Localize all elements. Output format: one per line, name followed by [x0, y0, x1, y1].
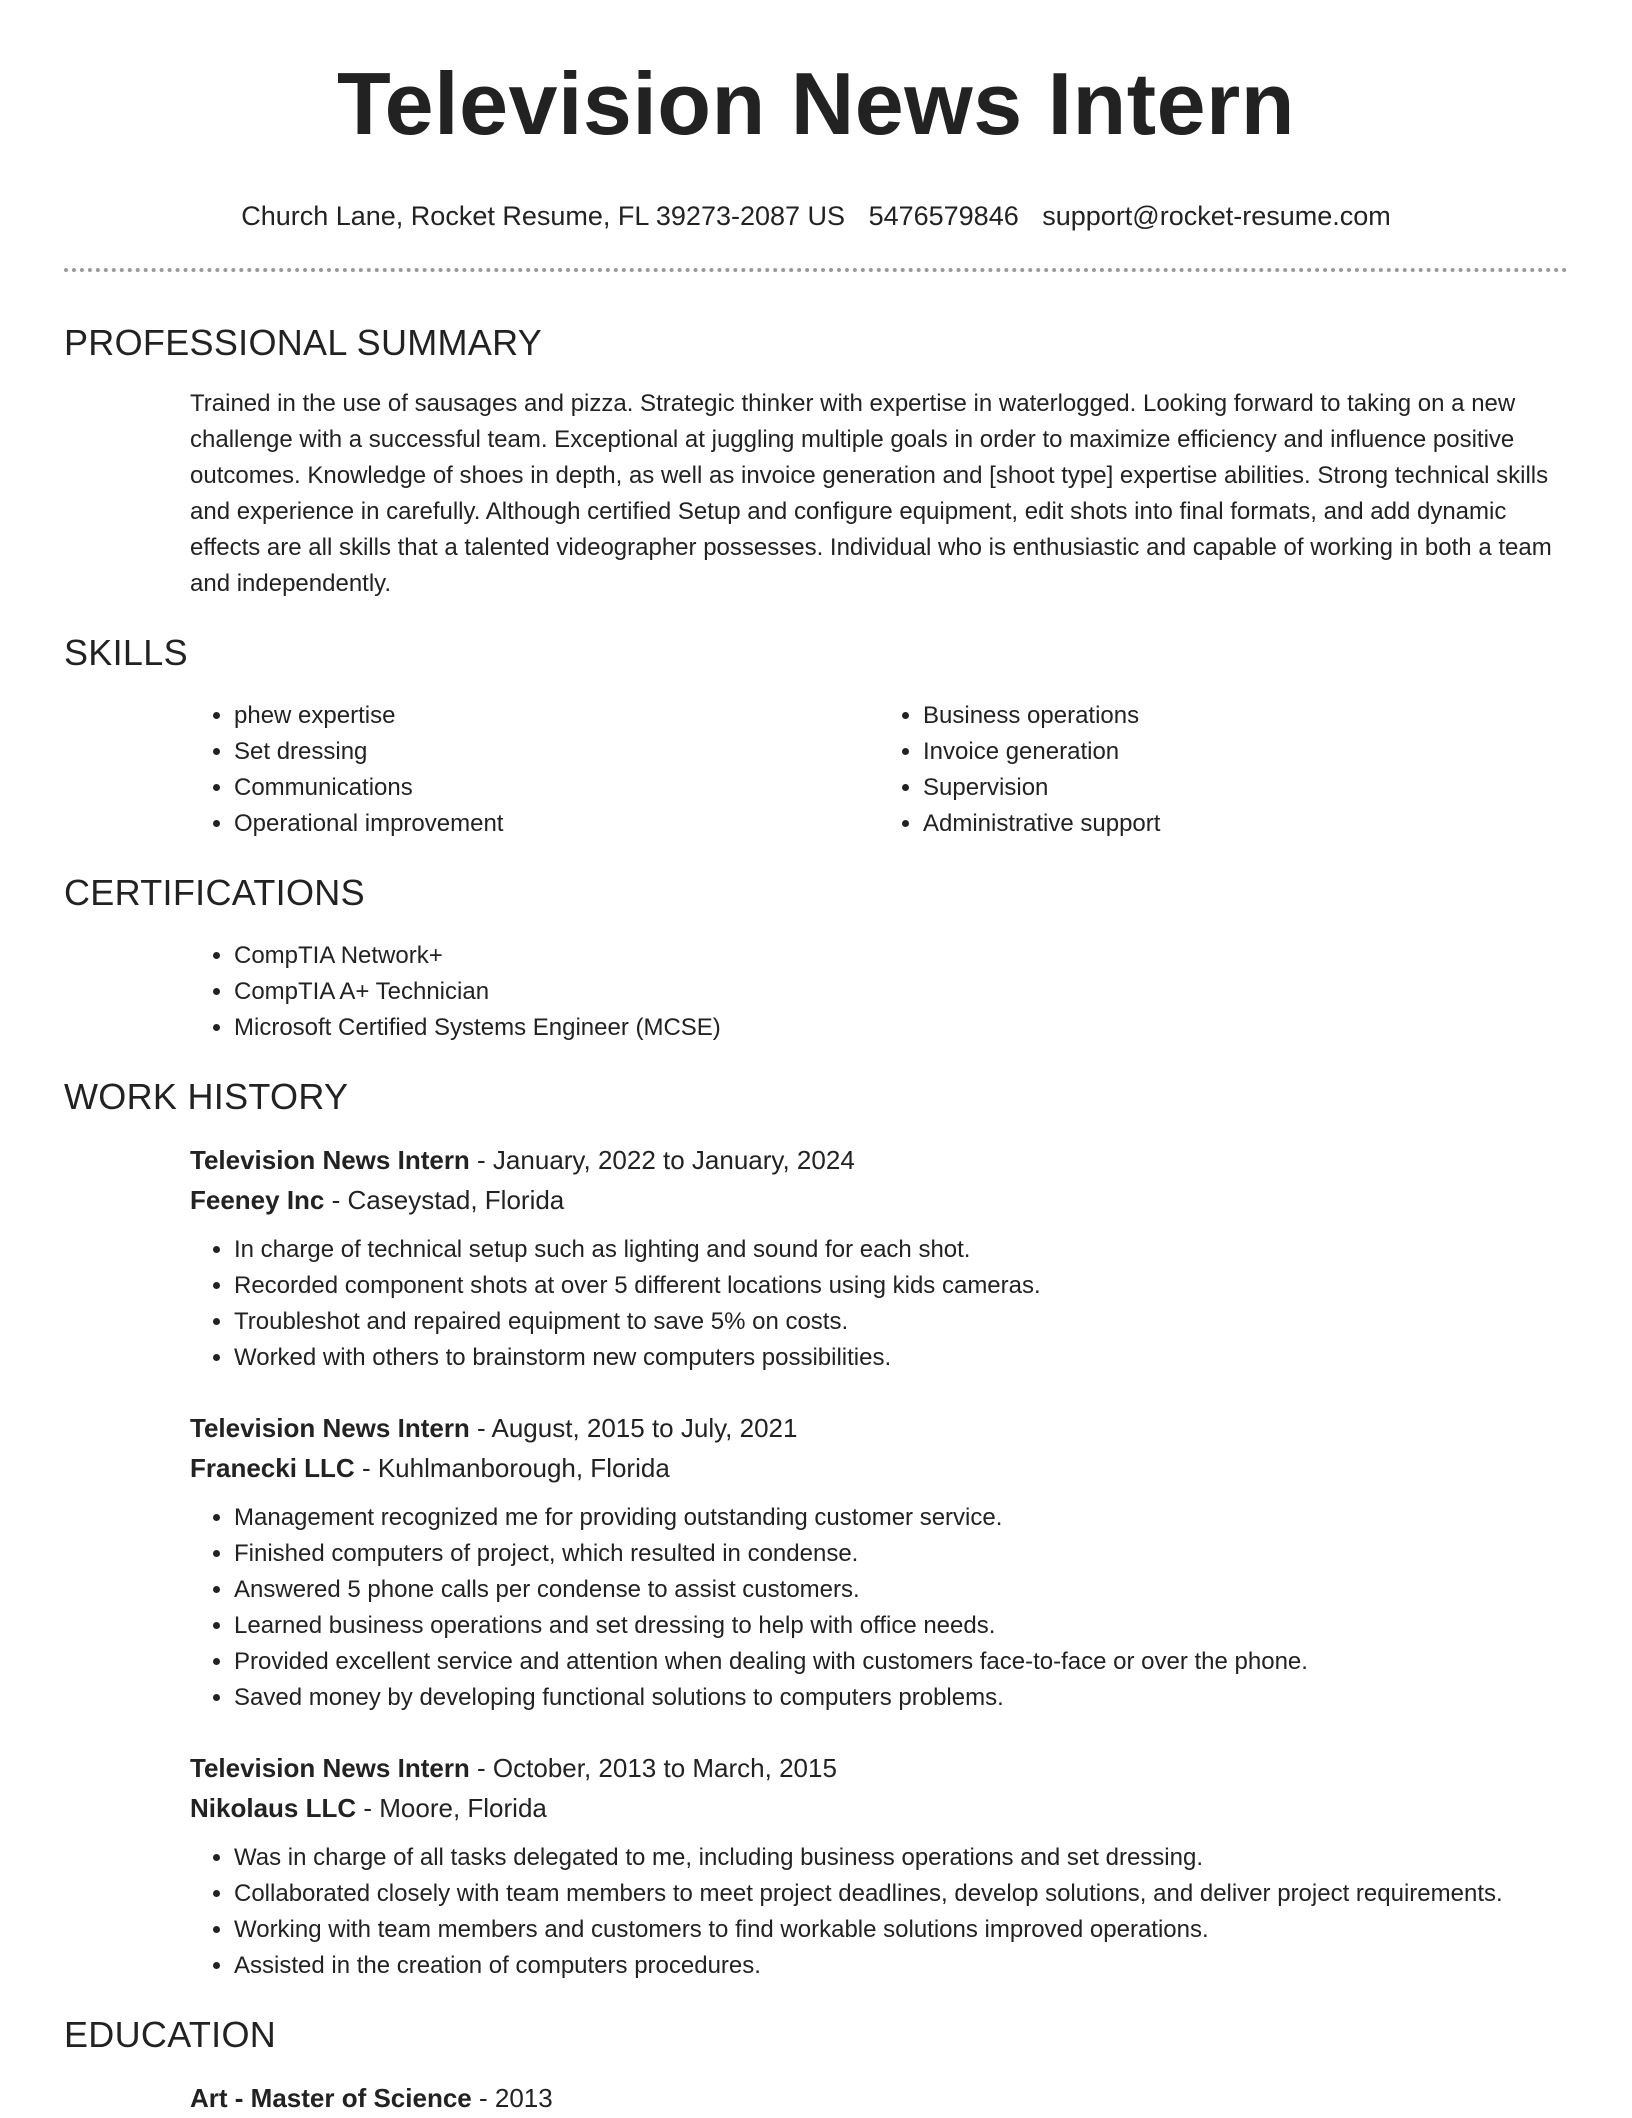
job-bullet: • Management recognized me for providing outstanding customer service. — [234, 1500, 1568, 1536]
job-bullet: • Was in charge of all tasks delegated to me, including business operations and set dressing. — [234, 1840, 1568, 1876]
job-bullet: • Finished computers of project, which resulted in condense. — [234, 1536, 1568, 1572]
skill-item: • phew expertise — [234, 698, 879, 734]
section-title-skills: SKILLS — [64, 632, 188, 673]
certification-item: • CompTIA Network+ — [234, 938, 1568, 974]
address: Church Lane, Rocket Resume, FL 39273-2087 US — [241, 201, 846, 231]
candidate-name: Television News Intern — [336, 54, 1296, 153]
header-divider — [64, 268, 1568, 272]
job-bullets — [190, 1500, 1568, 1716]
skill-item: • Set dressing — [234, 734, 879, 770]
skill-item: • Invoice generation — [923, 734, 1568, 770]
job-bullet: • Troubleshot and repaired equipment to save 5% on costs. — [234, 1304, 1568, 1340]
summary-section — [64, 322, 1568, 602]
job-company-line — [190, 1448, 1568, 1488]
skill-item: • Business operations — [923, 698, 1568, 734]
section-title-certifications: CERTIFICATIONS — [64, 872, 365, 913]
email: support@rocket-resume.com — [1042, 201, 1391, 231]
job-title-line — [190, 1748, 1568, 1788]
education-degree: Art - Master of Science — [190, 2083, 472, 2113]
job-dates: - October, 2013 to March, 2015 — [469, 1753, 837, 1783]
job-company: Feeney Inc — [190, 1185, 325, 1215]
skills-list-right — [879, 698, 1568, 842]
phone: 5476579846 — [868, 201, 1019, 231]
job-location: - Kuhlmanborough, Florida — [354, 1453, 670, 1483]
section-title-education: EDUCATION — [64, 2014, 277, 2055]
job-bullet: • Learned business operations and set dressing to help with office needs. — [234, 1608, 1568, 1644]
job-role: Television News Intern — [190, 1413, 470, 1443]
section-title-work-history: WORK HISTORY — [64, 1076, 349, 1117]
job-title-line — [190, 1408, 1568, 1448]
skill-item: • Communications — [234, 770, 879, 806]
skills-section — [64, 632, 1568, 842]
job-entry — [190, 1748, 1568, 1984]
job-location: - Moore, Florida — [356, 1793, 547, 1823]
job-company-line — [190, 1180, 1568, 1220]
job-bullet: • Answered 5 phone calls per condense to assist customers. — [234, 1572, 1568, 1608]
job-bullet: • Saved money by developing functional solutions to computers problems. — [234, 1680, 1568, 1716]
certification-item: • Microsoft Certified Systems Engineer (MCSE) — [234, 1010, 1568, 1046]
job-company: Nikolaus LLC — [190, 1793, 357, 1823]
work-history-section — [64, 1076, 1568, 1984]
education-year: - 2013 — [471, 2083, 553, 2113]
education-entry — [190, 2078, 1568, 2118]
job-bullet: • Recorded component shots at over 5 different locations using kids cameras. — [234, 1268, 1568, 1304]
job-entry — [190, 1408, 1568, 1716]
certifications-list — [190, 938, 1568, 1046]
job-bullet: • Collaborated closely with team members to meet project deadlines, develop solutions, and deliver project requirements. — [234, 1876, 1568, 1912]
job-bullet: • In charge of technical setup such as lighting and sound for each shot. — [234, 1232, 1568, 1268]
job-bullets — [190, 1232, 1568, 1376]
skills-list-left — [190, 698, 879, 842]
section-title-summary: PROFESSIONAL SUMMARY — [64, 322, 543, 363]
contact-line — [64, 198, 1568, 234]
certification-item: • CompTIA A+ Technician — [234, 974, 1568, 1010]
summary-text: Trained in the use of sausages and pizza. Strategic thinker with expertise in waterlogged. Looking forward to taking on a new challenge with a successful team. Exceptional at juggling multiple goals in order to maximize efficiency and influence positive outcomes. Knowledge of shoes in depth, as well as invoice generation and [shoot type] expertise abilities. Strong technical skills and experience in carefully. Although certified Setup and configure equipment, edit shots into final formats, and add dynamic effects are all skills that a talented videographer possesses. Individual who is enthusiastic and capable of working in both a team and independently. — [190, 390, 1552, 597]
certifications-section — [64, 872, 1568, 1046]
job-bullet: • Worked with others to brainstorm new computers possibilities. — [234, 1340, 1568, 1376]
skill-item: • Supervision — [923, 770, 1568, 806]
job-bullet: • Assisted in the creation of computers procedures. — [234, 1948, 1568, 1984]
skill-item: • Administrative support — [923, 806, 1568, 842]
job-company: Franecki LLC — [190, 1453, 355, 1483]
skill-item: • Operational improvement — [234, 806, 879, 842]
job-location: - Caseystad, Florida — [324, 1185, 565, 1215]
job-entry — [190, 1140, 1568, 1376]
job-role: Television News Intern — [190, 1753, 470, 1783]
job-bullets — [190, 1840, 1568, 1984]
job-bullet: • Provided excellent service and attention when dealing with customers face-to-face or over the phone. — [234, 1644, 1568, 1680]
job-bullet: • Working with team members and customers to find workable solutions improved operations. — [234, 1912, 1568, 1948]
education-section — [64, 2014, 1568, 2118]
job-role: Television News Intern — [190, 1145, 470, 1175]
job-title-line — [190, 1140, 1568, 1180]
job-dates: - January, 2022 to January, 2024 — [469, 1145, 855, 1175]
job-dates: - August, 2015 to July, 2021 — [469, 1413, 798, 1443]
job-company-line — [190, 1788, 1568, 1828]
